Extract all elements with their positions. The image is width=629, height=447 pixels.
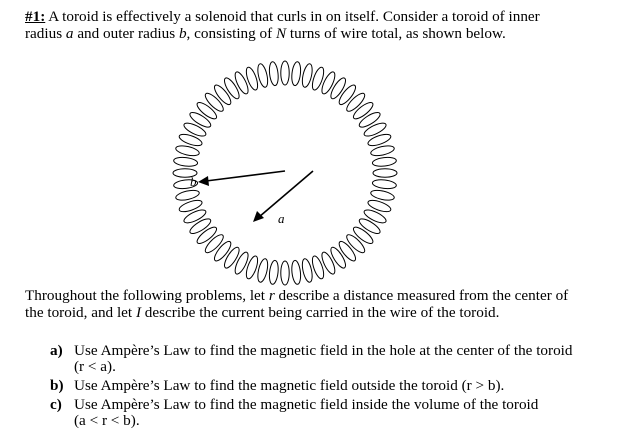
intro-text-2c: , consisting of [186, 25, 276, 42]
coil-loop [203, 91, 226, 114]
coil-loop [281, 61, 289, 85]
coil-loop [373, 169, 397, 177]
coil-loop [233, 70, 251, 95]
coil-loop [351, 225, 375, 247]
toroid-figure [170, 58, 400, 288]
toroid-coils [173, 61, 397, 285]
label-a: a [278, 211, 285, 226]
question-c-label: c) [50, 396, 62, 413]
coil-loop [372, 156, 397, 167]
coil-loop [362, 207, 387, 225]
var-r: r [268, 287, 275, 304]
coil-loop [291, 61, 302, 86]
coil-loop [182, 121, 207, 139]
intro-line-2 [25, 25, 506, 42]
coil-loop [195, 100, 219, 122]
question-c-text-cont: (a < r < b). [74, 412, 140, 429]
intro-text-1: A toroid is effectively a solenoid that curls in on itself. Consider a toroid of inner [45, 8, 540, 25]
coil-loop [222, 76, 242, 101]
outer-radius-arrowhead [198, 176, 209, 186]
coil-loop [351, 100, 375, 122]
question-b-text: Use Ampère’s Law to find the magnetic field outside the toroid (r > b). [74, 377, 505, 394]
coil-loop [203, 232, 226, 255]
var-n: N [275, 25, 287, 42]
inner-radius-arrow-line [259, 171, 313, 217]
coil-loop [337, 239, 359, 263]
coil-loop [337, 83, 359, 107]
coil-loop [222, 245, 242, 270]
problem-number: #1: [25, 8, 46, 25]
definitions-line-1 [25, 287, 568, 304]
intro-line-1 [25, 8, 540, 25]
coil-loop [328, 76, 348, 101]
def-text-1b: describe a distance measured from the center of [274, 287, 569, 304]
question-a-text: Use Ampère’s Law to find the magnetic field in the hole at the center of the toroid [74, 342, 573, 359]
coil-loop [195, 225, 219, 247]
coil-loop [173, 156, 198, 167]
coil-loop [212, 239, 234, 263]
question-c-text: Use Ampère’s Law to find the magnetic field inside the volume of the toroid [74, 396, 539, 413]
coil-loop [233, 250, 251, 275]
question-b-label: b) [50, 377, 64, 394]
var-i: I [135, 304, 141, 321]
question-a-label: a) [50, 342, 63, 359]
coil-loop [212, 83, 234, 107]
coil-loop [281, 261, 289, 285]
coil-loop [319, 70, 337, 95]
var-a: a [65, 25, 74, 42]
coil-loop [319, 250, 337, 275]
coil-loop [268, 260, 279, 285]
coil-loop [344, 232, 367, 255]
coil-loop [188, 110, 213, 130]
def-text-2b: describe the current being carried in the wire of the toroid. [141, 304, 500, 321]
intro-text-2d: turns of wire total, as shown below. [286, 25, 506, 42]
coil-loop [328, 245, 348, 270]
var-b: b [178, 25, 187, 42]
coil-loop [344, 91, 367, 114]
coil-loop [291, 260, 302, 285]
coil-loop [362, 121, 387, 139]
coil-loop [182, 207, 207, 225]
coil-loop [372, 179, 397, 190]
outer-radius-arrow-line [206, 171, 285, 181]
coil-loop [357, 216, 382, 236]
question-a-text-cont: (r < a). [74, 358, 116, 375]
intro-text-2a: radius [25, 25, 66, 42]
coil-loop [268, 61, 279, 86]
def-text-2a: the toroid, and let [25, 304, 136, 321]
coil-loop [188, 216, 213, 236]
intro-text-2b: and outer radius [73, 25, 179, 42]
coil-loop [357, 110, 382, 130]
definitions-line-2 [25, 304, 499, 321]
inner-radius-arrowhead [253, 211, 264, 222]
def-text-1a: Throughout the following problems, let [25, 287, 269, 304]
label-b: b [190, 174, 197, 189]
